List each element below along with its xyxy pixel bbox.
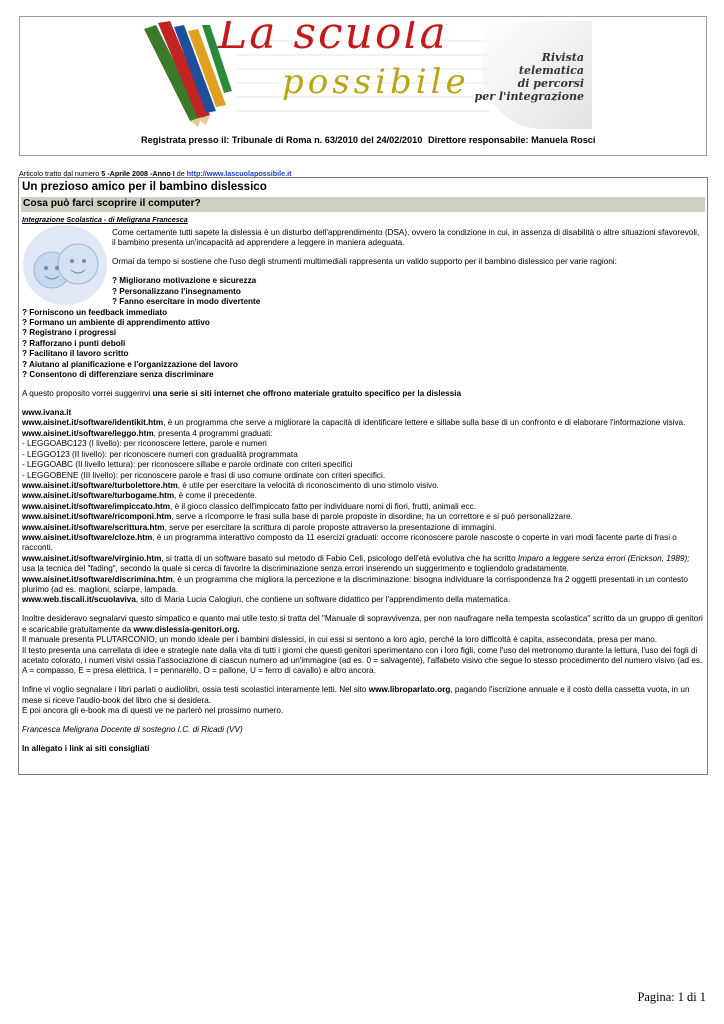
audiobook-paragraph: Infine vi voglio segnalare i libri parlati o audiolibri, ossia testi scolastici interamente letti. Nel sito www.libroparlato.org, pagando l'iscrizione annuale e il costo della cassetta vuota, in un mese si riceve l'audio-book del libro che si desidera. [22, 685, 690, 705]
list-item: ? Fanno esercitare in modo divertente [112, 297, 261, 307]
manual-paragraph-3: Il testo presenta una carrellata di idee e strategie nate dalla vita di tutti i giorni che questi genitori sperimentano con i loro figli, come l'uso del metronomo durante la lettura, l'uso dei fogli di acetato colorato, i numeri visivi ossia l'associazione di ciascun numero ad un'immagine (ad es. 0 = salvagente), l'alfabeto visivo che segue lo stesso procedimento del numero visivo (ad es. A = compasso, E = presa elettrica, I = pennarello, O = pallone, U = ferro di cavallo) e altro ancora. [22, 645, 703, 676]
list-item: ? Facilitano il lavoro scritto [22, 349, 129, 359]
list-item: - LEGGOABC123 (I livello): per riconoscere lettere, parole e numeri [22, 439, 267, 449]
header-banner [19, 16, 707, 156]
logo-title [218, 29, 448, 39]
attachment-note: In allegato i link ai siti consigliati [22, 744, 150, 754]
director-info: Direttore responsabile: Manuela Rosci [428, 135, 596, 145]
list-item: ? Consentono di differenziare senza discriminare [22, 370, 214, 380]
site-entry-turbolettore: www.aisinet.it/software/turbolettore.htm, è utile per esercitare la velocità di riconoscimento di uno stimolo visivo. [22, 480, 439, 490]
article-box [18, 177, 708, 775]
propose-paragraph: A questo proposito vorrei suggerirvi una serie si siti internet che offrono materiale gratuito specifico per la dislessia [22, 389, 462, 399]
registration-info: Registrata presso il: Tribunale di Roma n. 63/2010 del 24/02/2010 [141, 135, 423, 145]
list-item: ? Formano un ambiente di apprendimento attivo [22, 318, 210, 328]
intro-paragraph-2: Ormai da tempo si sostiene che l'uso degli strumenti multimediali rappresenta un valido supporto per il bambino dislessico per varie ragioni: [112, 257, 617, 267]
site-entry-ricomponi: www.aisinet.it/software/ricomponi.htm, serve a ricomporre le frasi sulla base di parole proposte in disordine; ha un correttore e si può personalizzare. [22, 512, 573, 522]
tagline: Rivista telematica di percorsi per l'integrazione [474, 51, 584, 103]
masthead-image [140, 21, 592, 129]
manual-paragraph: Inoltre desideravo segnalarvi questo simpatico e quanto mai utile testo si tratta del "Manuale di sopravvivenza, per non naufragare nella tempesta scolastica" scritto da un gruppo di genitori e scaricabile gratuitamente da www.dislessia-genitori.org. [22, 614, 703, 634]
site-entry-impiccato: www.aisinet.it/software/impiccato.htm, è il gioco classico dell'impiccato fatto per individuare nomi di fiori, frutti, animali ecc. [22, 501, 477, 511]
list-item: ? Personalizzano l'insegnamento [112, 286, 241, 296]
ebook-paragraph: E poi ancora gli e-book ma di questi ve ne parlerò nel prossimo numero. [22, 706, 284, 716]
list-item: ? Forniscono un feedback immediato [22, 307, 168, 317]
list-item: ? Rafforzano i punti deboli [22, 338, 126, 348]
page-number: Pagina: 1 di 1 [637, 990, 706, 1004]
manual-paragraph-2: Il manuale presenta PLUTARCONIO, un mondo ideale per i bambini dislessici, in cui essi si sentono a loro agio, perché la loro difficoltà è capita, assecondata, presa per mano. [22, 635, 658, 645]
article-title: Un prezioso amico per il bambino dislessico [22, 180, 267, 193]
author-signature: Francesca Meligrana Docente di sostegno I.C. di Ricadi (VV) [22, 725, 243, 735]
site-entry-virginio: www.aisinet.it/software/virginio.htm, si tratta di un software basato sul metodo di Fabio Celi, psicologo dell'età evolutiva che ha scritto Imparo a leggere senza errori (Erickson, 1989); usa la tecnica del "fading", secondo la quale si cerca di favorire la discriminazione senza errori inserendo un suggerimento e togliendolo gradatamente. [22, 553, 690, 574]
issue-label: 5 -Aprile 2008 -Anno I [101, 169, 175, 178]
article-rubric: Integrazione Scolastica - di Meligrana Francesca [22, 215, 188, 224]
site-entry-scrittura: www.aisinet.it/software/scrittura.htm, serve per esercitare la scrittura di parole proposte attraverso la presentazione di immagini. [22, 522, 497, 532]
site-entry-leggo: www.aisinet.it/software/leggo.htm, presenta 4 programmi graduati: [22, 428, 273, 438]
site-entry-cloze: www.aisinet.it/software/cloze.htm, è un programma interattivo composto da 11 esercizi graduati: occorre riconoscere parole nascoste o coperte in vari modi facente parte di frasi o racconti. [22, 532, 677, 553]
site-entry-turbogame: www.aisinet.it/software/turbogame.htm, è come il precedente. [22, 491, 257, 501]
site-link[interactable]: http://www.lascuolapossibile.it [186, 169, 292, 178]
list-item: - LEGGO123 (II livello): per riconoscere numeri con gradualità programmata [22, 449, 298, 459]
subtitle-bar [21, 197, 705, 212]
article-body [22, 228, 704, 755]
list-item: ? Registrano i progressi [22, 328, 117, 338]
article-subtitle: Cosa può farci scoprire il computer? [23, 198, 201, 209]
source-line: Articolo tratto dal numero 5 -Aprile 2008 -Anno I de http://www.lascuolapossibile.it [19, 169, 292, 178]
list-item: - LEGGOABC (II livello lettura): per riconoscere sillabe e parole ordinate con criteri specifici [22, 460, 353, 470]
site-entry-tiscali: www.web.tiscali.it/scuolaviva, sito di Maria Lucia Calogiuri, che contiene un software didattico per l'apprendimento della matematica. [22, 595, 511, 605]
site-ivana: www.ivana.it [22, 408, 72, 418]
list-item: ? Aiutano al pianificazione e l'organizzazione del lavoro [22, 359, 238, 369]
intro-paragraph-1: Come certamente tutti sapete la dislessia è un disturbo dell'apprendimento (DSA), ovvero la condizione in cui, in assenza di disabilità o altre situazioni sfavorevoli, il bambino presenta un'incapacità ad apprendere a leggere in maniera adeguata. [112, 228, 700, 248]
site-entry-identikit: www.aisinet.it/software/identikit.htm, è un programma che serve a migliorare la capacità di identificare lettere e sillabe sulla base di un confronto e di elaborare l'informazione visiva. [22, 418, 686, 428]
site-entry-discrimina: www.aisinet.it/software/discrimina.htm, è un programma che migliora la percezione e la discriminazione: bisogna individuare la corrispondenza fra 2 oggetti presentati in un contesto plurimo (ad es. maglioni, sciarpe, lampada. [22, 574, 688, 594]
logo-subtitle: possibile [282, 62, 470, 102]
list-item: - LEGGOBENE (III livello): per riconoscere parole e frasi di uso comune ordinate con criteri specifici. [22, 470, 386, 480]
list-item: ? Migliorano motivazione e sicurezza [112, 276, 257, 286]
